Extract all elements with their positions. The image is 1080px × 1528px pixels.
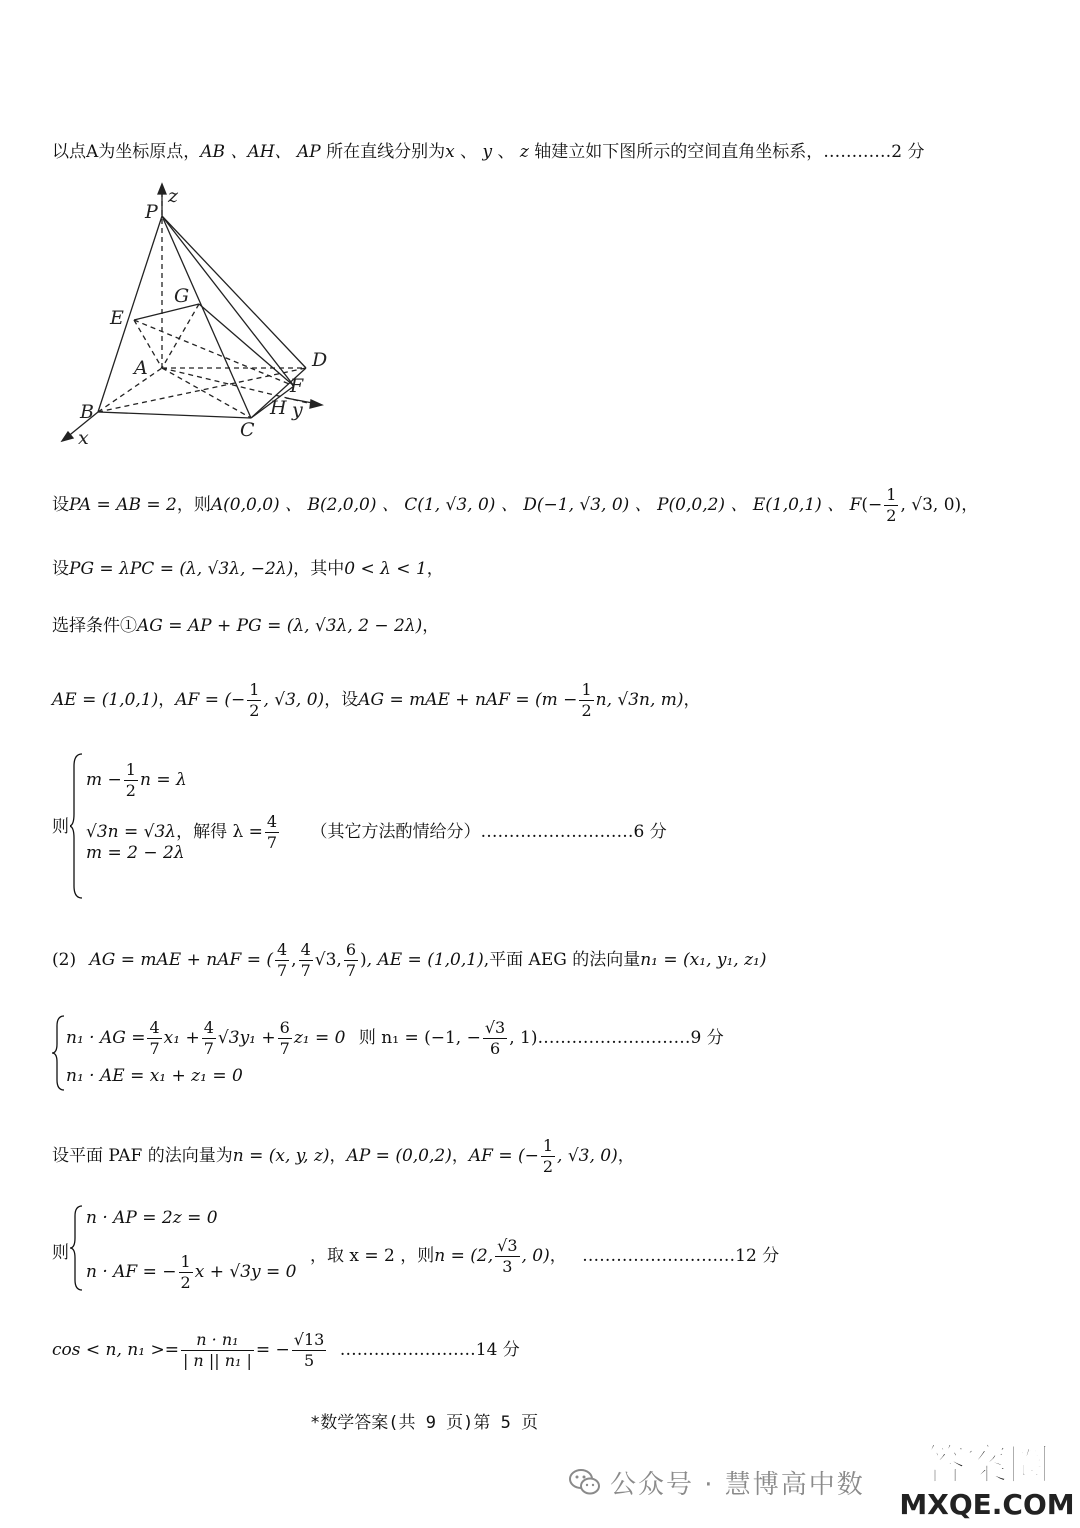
system1-row1: m − $\frac{1}{2}$ n = λ (86, 760, 187, 800)
label-x: x (78, 427, 89, 449)
pyramid-figure (56, 182, 346, 452)
label-C: C (240, 419, 255, 441)
label-G: G (174, 285, 190, 307)
part2-ag-line: (2) AG = mAE + nAF = ( $\frac{4}{7}$ , $\frac{4}{7}$ √3, $\frac{6}{7}$ ), AE = (1,0,1),平面 AEG 的法向量n₁ = (x₁, y₁, z₁) (52, 940, 767, 980)
condition-one-line: 选择条件①AG = AP + PG = (λ, √3λ, 2 − 2λ)， (52, 616, 440, 636)
score-mark: ………………………6 分 (480, 822, 667, 842)
pg-vector-line: 设PG = λPC = (λ, √3λ, −2λ)，其中0 < λ < 1， (52, 559, 444, 579)
label-A: A (134, 357, 148, 379)
system1-lead: 则 (52, 817, 69, 837)
page-footer: *数学答案(共 9 页)第 5 页 (310, 1413, 539, 1433)
system1-row3: m = 2 − 2λ (86, 843, 185, 863)
point-coordinates-line: 设PA = AB = 2，则A(0,0,0) 、 B(2,0,0) 、 C(1, √3, 0) 、 D(−1, √3, 0) 、 P(0,0,2) 、 E(1,0,1) 、 F(− $\frac{1}{2}$ , √3, 0)， (52, 485, 979, 525)
cosine-result-line: cos < n, n₁ >= $\frac{\text{n · n₁}}{\text{| n || n₁ |}}$ = − $\frac{√13}{5}$ ……………………14 分 (52, 1330, 520, 1370)
label-P: P (145, 201, 158, 223)
coordinate-setup-line: 以点A为坐标原点，AB 、AH、 AP 所在直线分别为x 、 y 、 z 轴建立如下图所示的空间直角坐标系，…………2 分 (52, 142, 925, 162)
system2-row2: n₁ · AE = x₁ + z₁ = 0 (66, 1066, 243, 1086)
system3-result: ，取 x = 2 ，则n = (2, $\frac{√3}{3}$ , 0)， ………………………12 分 (310, 1236, 780, 1276)
ae-af-vectors-line: AE = (1,0,1)，AF = (− $\frac{1}{2}$ , √3, 0)，设AG = mAE + nAF = (m − $\frac{1}{2}$ n, √3n, m)， (52, 680, 701, 720)
label-B: B (80, 401, 94, 423)
label-z: z (168, 185, 179, 207)
system3-row1: n · AP = 2z = 0 (86, 1208, 218, 1228)
label-y: y (292, 399, 303, 421)
score-mark: ………………………12 分 (582, 1246, 780, 1266)
site-logo: 答案圈 MXQE.COM (899, 1440, 1075, 1521)
system2-brace (52, 1014, 66, 1092)
system3-row2: n · AF = − $\frac{1}{2}$ x + √3y = 0 (86, 1252, 297, 1292)
system2-row1: n₁ · AG = $\frac{4}{7}$ x₁ + $\frac{4}{7}$ √3y₁ + $\frac{6}{7}$ z₁ = 0 则 n₁ = (−1, − $\frac{√3}{6}$ , 1)………………………9 分 (66, 1018, 724, 1058)
label-H: H (270, 397, 287, 419)
system1-brace (70, 752, 84, 900)
score-mark: ………………………9 分 (537, 1028, 724, 1048)
system3-lead: 则 (52, 1243, 69, 1263)
system1-row2: √3n = √3λ，解得 λ = $\frac{4}{7}$ （其它方法酌情给分）………………………6 分 (86, 812, 667, 852)
score-mark: ……………………14 分 (339, 1340, 520, 1360)
plane-paf-line: 设平面 PAF 的法向量为n = (x, y, z)，AP = (0,0,2)，AF = (− $\frac{1}{2}$ , √3, 0)， (52, 1136, 635, 1176)
label-F: F (290, 375, 304, 397)
score-mark: …………2 分 (823, 142, 925, 162)
wechat-icon (568, 1468, 602, 1496)
system3-brace (70, 1204, 84, 1292)
watermark-text: 公众号 · 慧博高中数 (610, 1470, 865, 1500)
label-D: D (312, 349, 328, 371)
label-E: E (110, 307, 124, 329)
